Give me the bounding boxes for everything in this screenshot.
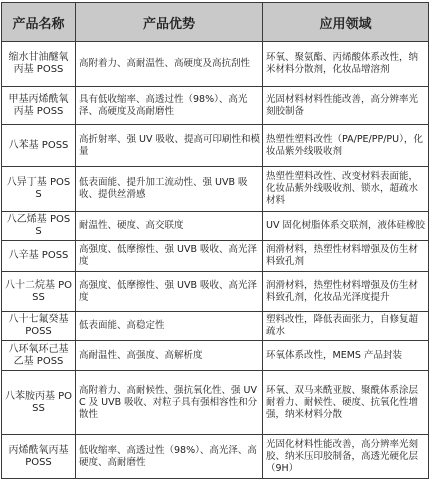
- application-field-cell: 润滑材料，热塑性材料增强及仿生材料致孔剂: [263, 241, 429, 272]
- table-row: [2, 42, 429, 87]
- product-name-cell: 缩水甘油醚氧丙基 POSS: [2, 42, 76, 87]
- poss-product-table-container: [1, 2, 429, 479]
- product-advantage-cell: 高耐温性、高强度、高解析度: [76, 341, 263, 371]
- table-row: [2, 167, 429, 212]
- table-row: [2, 125, 429, 167]
- product-name-cell: 八辛基 POSS: [2, 241, 76, 272]
- product-name-cell: 八苯胺丙基 POSS: [2, 371, 76, 435]
- product-name-cell: 八苯基 POSS: [2, 125, 76, 167]
- table-row: [2, 272, 429, 312]
- application-field-cell: 环氧体系改性，MEMS 产品封装: [263, 341, 429, 371]
- product-advantage-cell: 高附着力、高耐温性、高硬度及高抗刮性: [76, 42, 263, 87]
- poss-product-table: [1, 2, 429, 479]
- application-field-cell: UV 固化树脂体系交联剂，液体硅橡胶: [263, 212, 429, 241]
- product-name-cell: 八环氧环己基乙基 POSS: [2, 341, 76, 371]
- product-name-cell: 八异丁基 POSS: [2, 167, 76, 212]
- product-advantage-cell: 高附着力、高耐候性、强抗氧化性、强 UVC 及 UVB 吸收、对粒子具有强相容性和分散性: [76, 371, 263, 435]
- application-field-cell: 光固材料材料性能改善，高分辨率光刻胶制备: [263, 87, 429, 125]
- product-advantage-cell: 高强度、低摩擦性、强 UVB 吸收、高光泽度: [76, 241, 263, 272]
- header-application-field: 应用领域: [263, 3, 429, 42]
- product-advantage-cell: 高折射率、强 UV 吸收、提高可印刷性和模量: [76, 125, 263, 167]
- product-advantage-cell: 低表面能、提升加工流动性、强 UVB 吸收、提供丝滑感: [76, 167, 263, 212]
- header-product-name: 产品名称: [2, 3, 76, 42]
- product-name-cell: 八乙烯基 POSS: [2, 212, 76, 241]
- product-name-cell: 八十二烷基 POSS: [2, 272, 76, 312]
- application-field-cell: 环氧、聚氨酯、丙烯酸体系改性，纳米材料分散剂，化妆品增溶剂: [263, 42, 429, 87]
- table-row: [2, 371, 429, 435]
- application-field-cell: 热塑性塑料改性（PA/PE/PP/PU），化妆品紫外线吸收剂: [263, 125, 429, 167]
- product-advantage-cell: 耐温性、硬度、高交联度: [76, 212, 263, 241]
- table-row: [2, 435, 429, 479]
- table-row: [2, 212, 429, 241]
- table-row: [2, 87, 429, 125]
- product-name-cell: 八十七氟癸基 POSS: [2, 312, 76, 341]
- table-row: [2, 312, 429, 341]
- application-field-cell: 塑料改性，降低表面张力，自修复超疏水: [263, 312, 429, 341]
- product-advantage-cell: 低收缩率、高透过性（98%）、高光泽、高硬度、高耐磨性: [76, 435, 263, 479]
- application-field-cell: 环氧、双马来酰亚胺、聚酰体系涂层耐着力、耐候性、硬度、抗氧化性增强，纳米材料分散: [263, 371, 429, 435]
- product-name-cell: 甲基丙烯酰氧丙基 POSS: [2, 87, 76, 125]
- application-field-cell: 润滑材料，热塑性材料增强及仿生材料致孔剂，化妆品光泽度提升: [263, 272, 429, 312]
- product-name-cell: 丙烯酰氧丙基 POSS: [2, 435, 76, 479]
- product-advantage-cell: 具有低收缩率、高透过性（98%）、高光泽、高硬度及高耐磨性: [76, 87, 263, 125]
- table-row: [2, 241, 429, 272]
- product-advantage-cell: 高强度、低摩擦性、强 UVB 吸收、高光泽度: [76, 272, 263, 312]
- header-product-advantage: 产品优势: [76, 3, 263, 42]
- application-field-cell: 热塑性塑料改性、改变材料表面能，化妆品紫外线吸收剂、锁水，超疏水材料: [263, 167, 429, 212]
- application-field-cell: 光固化材料性能改善，高分辨率光刻胶、纳米压印胶制备，高透光硬化层（9H）: [263, 435, 429, 479]
- table-row: [2, 341, 429, 371]
- table-header-row: [2, 3, 429, 42]
- product-advantage-cell: 低表面能、高稳定性: [76, 312, 263, 341]
